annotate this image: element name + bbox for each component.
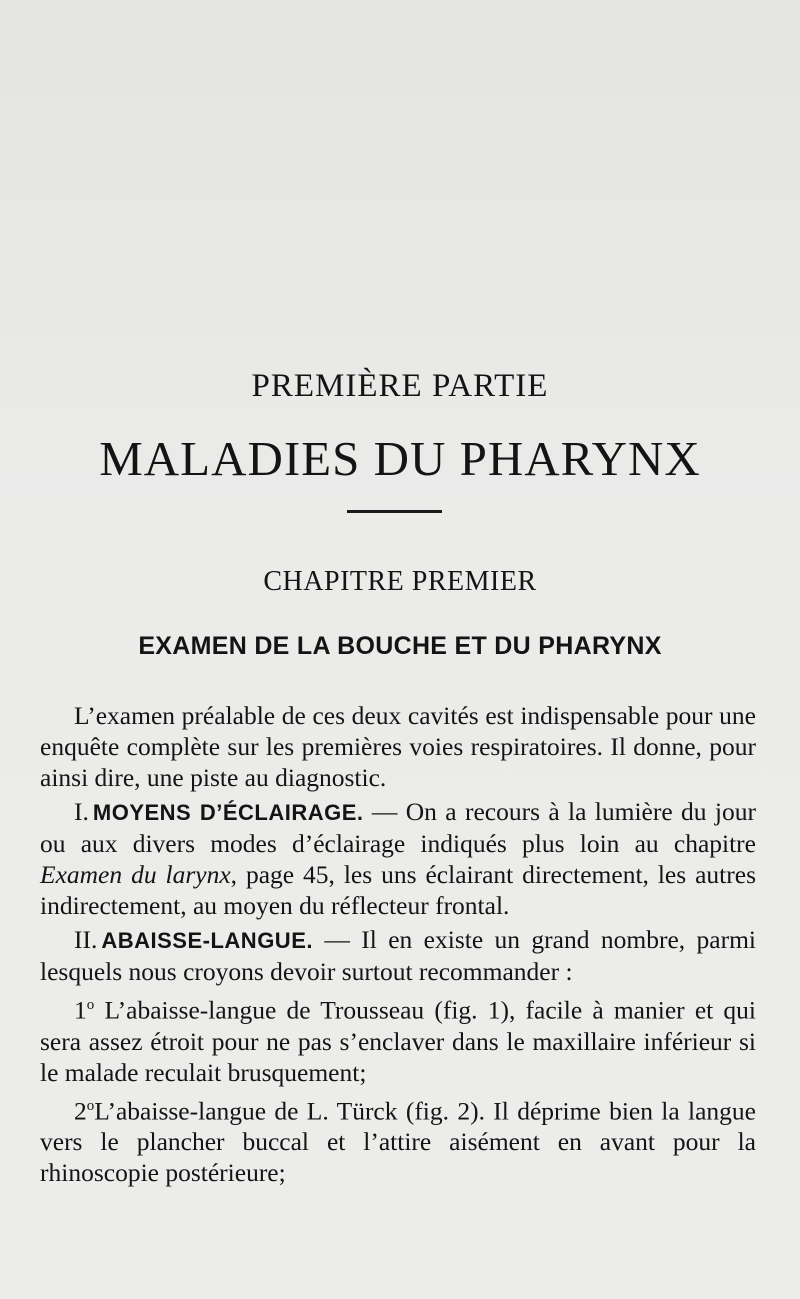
section-title: EXAMEN DE LA BOUCHE ET DU PHARYNX	[138, 632, 662, 660]
paragraph-abaisse-langue	[40, 924, 756, 987]
section-heading-eclairage: MOYENS D’ÉCLAIRAGE.	[92, 800, 364, 825]
italic-reference: Examen du larynx	[40, 860, 231, 889]
section-number: I.	[74, 797, 89, 826]
paragraph-text: — On a recours à la lumière du jour ou aux divers modes d’éclairage indiqués plus loin au chapitre	[40, 797, 756, 858]
degree-mark: o	[86, 1097, 95, 1114]
list-item-trousseau	[40, 990, 756, 1088]
item-number: 1	[74, 995, 87, 1025]
paragraph-moyens-eclairage	[40, 796, 756, 921]
chapter-title: CHAPITRE PREMIER	[263, 566, 537, 597]
item-text: L’abaisse-langue de L. Türck (fig. 2). Il déprime bien la langue vers le plancher buccal et l’attire aisément en avant pour la rhinoscopie postérieure;	[40, 1096, 756, 1187]
paragraph-text-after: , page 45, les uns éclairant directement, les autres indirectement, au moyen du réflecteur frontal.	[40, 860, 756, 920]
title-divider	[347, 510, 442, 513]
paragraph-text: — Il en existe un grand nombre, parmi lesquels nous croyons devoir surtout recommander :	[40, 925, 757, 986]
part-title: PREMIÈRE PARTIE	[251, 368, 549, 404]
list-item-turck	[40, 1091, 756, 1189]
item-text: L’abaisse-langue de Trousseau (fig. 1), facile à manier et qui sera assez étroit pour ne pas s’enclaver dans le maxillaire inférieur si le malade reculait brusquement;	[40, 995, 756, 1087]
section-heading-abaisse-langue: ABAISSE-LANGUE.	[101, 928, 313, 953]
body-text	[40, 700, 756, 1191]
item-number: 2	[74, 1096, 87, 1125]
section-number: II.	[74, 925, 98, 954]
main-title: MALADIES DU PHARYNX	[99, 431, 701, 486]
intro-paragraph: L’examen préalable de ces deux cavités est indispensable pour une enquête complète sur les premières voies respiratoires. Il donne, pour ainsi dire, une piste au diagnostic.	[40, 701, 756, 792]
degree-mark: o	[86, 997, 95, 1013]
